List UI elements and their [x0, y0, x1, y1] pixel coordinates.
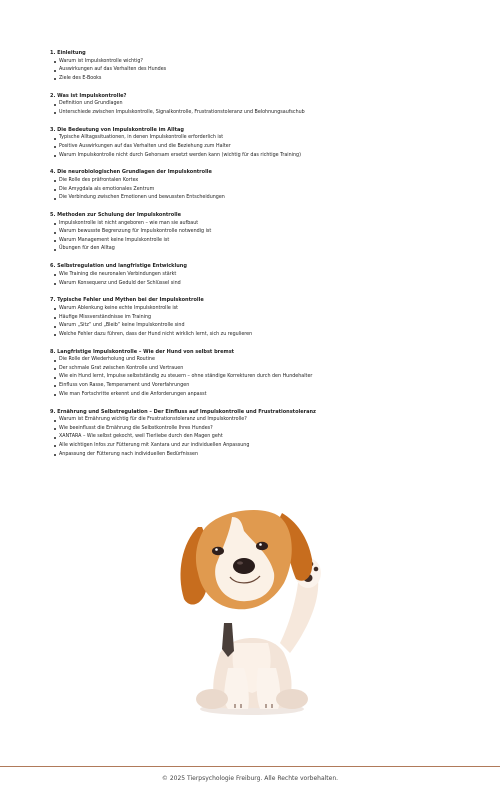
dog-left-eye [212, 547, 224, 555]
section-title: 9. Ernährung und Selbstregulation – Der Einfluss auf Impulskontrolle und Frustrationstoleranz [50, 408, 316, 415]
list-item: Definition und Grundlagen [59, 100, 480, 109]
list-item: Alle wichtigen Infos zur Fütterung mit Xantara und zur individuellen Anpassung [59, 442, 480, 451]
toc-section [50, 348, 480, 400]
dog-right-eye [256, 542, 268, 550]
list-item: Anpassung der Fütterung nach individuellen Bedürfnissen [59, 451, 480, 460]
section-item-list [50, 416, 480, 459]
list-item: Warum ist Ernährung wichtig für die Frustrationstoleranz und Impulskontrolle? [59, 416, 480, 425]
section-item-list [50, 305, 480, 339]
section-item-list [50, 58, 480, 84]
section-title: 7. Typische Fehler und Mythen bei der Impulskontrolle [50, 297, 204, 304]
toc-section [50, 168, 480, 202]
section-item-list [50, 271, 480, 288]
section-item-list [50, 356, 480, 399]
list-item: Warum Management keine Impulskontrolle ist [59, 237, 480, 246]
section-item-list [50, 220, 480, 254]
dog-right-leg [257, 668, 280, 709]
list-item: Welche Fehler dazu führen, dass der Hund nicht wirklich lernt, sich zu regulieren [59, 331, 480, 340]
list-item: Die Rolle des präfrontalen Kortex [59, 177, 480, 186]
beagle-puppy-illustration [172, 503, 330, 718]
list-item: Einfluss von Rasse, Temperament und Vorerfahrungen [59, 382, 480, 391]
list-item: Die Verbindung zwischen Emotionen und bewussten Entscheidungen [59, 194, 480, 203]
list-item: Auswirkungen auf das Verhalten des Hundes [59, 66, 480, 75]
section-title: 5. Methoden zur Schulung der Impulskontrolle [50, 212, 182, 219]
dog-nose [233, 558, 255, 574]
list-item: Wie Training die neuronalen Verbindungen stärkt [59, 271, 480, 280]
list-item: Die Amygdala als emotionales Zentrum [59, 186, 480, 195]
toc-section [50, 211, 480, 254]
list-item: Die Rolle der Wiederholung und Routine [59, 356, 480, 365]
list-item: Warum Impulskontrolle nicht durch Gehorsam ersetzt werden kann (wichtig für das richtige Training) [59, 152, 480, 161]
dog-left-leg [224, 668, 249, 709]
list-item: Warum bewusste Begrenzung für Impulskontrolle notwendig ist [59, 228, 480, 237]
toc-section [50, 296, 480, 339]
list-item: Übungen für den Alltag [59, 245, 480, 254]
list-item: Warum Ablenkung keine echte Impulskontrolle ist [59, 305, 480, 314]
list-item: Wie beeinflusst die Ernährung die Selbstkontrolle Ihres Hundes? [59, 425, 480, 434]
list-item: Häufige Missverständnisse im Training [59, 314, 480, 323]
list-item: Unterschiede zwischen Impulskontrolle, Signalkontrolle, Frustrationstoleranz und Belohnungsaufschub [59, 109, 480, 118]
toc-section [50, 126, 480, 160]
dog-raised-arm [280, 579, 318, 653]
list-item: Wie ein Hund lernt, Impulse selbstständig zu steuern – ohne ständige Korrekturen durch den Hundehalter [59, 373, 480, 382]
list-item: Wie man Fortschritte erkennt und die Anforderungen anpasst [59, 391, 480, 400]
dog-hind-leg-left [196, 689, 228, 709]
list-item: Warum Konsequenz und Geduld der Schlüssel sind [59, 280, 480, 289]
list-item: Positive Auswirkungen auf das Verhalten und die Beziehung zum Halter [59, 143, 480, 152]
section-item-list [50, 134, 480, 160]
section-title: 4. Die neurobiologischen Grundlagen der Impulskontrolle [50, 169, 212, 176]
toc-section [50, 92, 480, 118]
toc-section [50, 49, 480, 83]
list-item: Impulskontrolle ist nicht angeboren – wie man sie aufbaut [59, 220, 480, 229]
section-item-list [50, 177, 480, 203]
list-item: Ziele des E-Books [59, 75, 480, 84]
table-of-contents [50, 49, 480, 467]
section-item-list [50, 100, 480, 117]
toc-section [50, 262, 480, 288]
list-item: XANTARA – Wie selbst gekocht, weil Tierliebe durch den Magen geht [59, 433, 480, 442]
dog-hind-leg-right [276, 689, 308, 709]
footer-copyright: © 2025 Tierpsychologie Freiburg. Alle Rechte vorbehalten. [161, 775, 339, 782]
footer-divider [0, 766, 500, 767]
section-title: 3. Die Bedeutung von Impulskontrolle im Alltag [50, 126, 184, 133]
section-title: 6. Selbstregulation und langfristige Entwicklung [50, 263, 187, 270]
toc-section [50, 408, 480, 460]
section-title: 2. Was ist Impulskontrolle? [50, 92, 127, 99]
list-item: Der schmale Grat zwischen Kontrolle und Vertrauen [59, 365, 480, 374]
list-item: Typische Alltagssituationen, in denen Impulskontrolle erforderlich ist [59, 134, 480, 143]
section-title: 8. Langfristige Impulskontrolle – Wie der Hund von selbst bremst [50, 348, 235, 355]
section-title: 1. Einleitung [50, 50, 86, 56]
list-item: Warum ist Impulskontrolle wichtig? [59, 58, 480, 67]
list-item: Warum „Sitz“ und „Bleib“ keine Impulskontrolle sind [59, 322, 480, 331]
